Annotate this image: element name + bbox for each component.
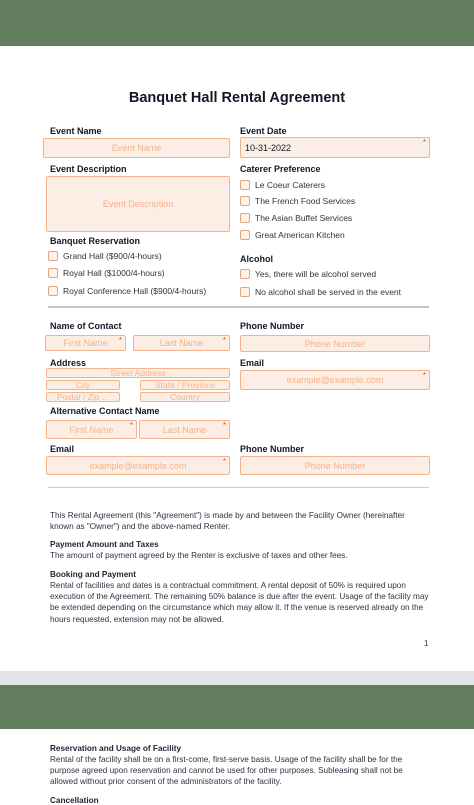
- placeholder: Country: [170, 392, 200, 402]
- reservation-option[interactable]: [48, 268, 165, 278]
- event-description-field[interactable]: [46, 176, 230, 232]
- alt-phone-field[interactable]: [240, 456, 430, 475]
- alcohol-option[interactable]: [240, 269, 376, 279]
- contact-name-label: Name of Contact: [50, 321, 122, 331]
- option-label: Royal Conference Hall ($900/4-hours): [63, 286, 207, 296]
- usage-heading: Reservation and Usage of Facility: [50, 744, 182, 753]
- caterer-option[interactable]: [240, 213, 352, 223]
- placeholder: example@example.com: [286, 375, 384, 385]
- option-label: The Asian Buffet Services: [255, 213, 353, 223]
- placeholder: Last Name: [162, 424, 207, 435]
- contact-email-label: Email: [240, 358, 265, 368]
- checkbox[interactable]: [240, 269, 250, 279]
- required-marker: *: [222, 421, 226, 430]
- reservation-option[interactable]: [48, 251, 162, 261]
- page-gap: [0, 671, 474, 685]
- banquet-reservation-label: Banquet Reservation: [50, 236, 141, 246]
- page-number: 1: [424, 639, 429, 648]
- event-description-placeholder: Event Description: [102, 199, 174, 209]
- option-label: Royal Hall ($1000/4-hours): [63, 268, 165, 278]
- placeholder: Street Address: [110, 368, 166, 378]
- option-label: Yes, there will be alcohol served: [255, 269, 377, 279]
- country-field[interactable]: [140, 392, 230, 402]
- alcohol-label: Alcohol: [240, 254, 273, 264]
- placeholder: example@example.com: [89, 460, 187, 471]
- placeholder: State / Province: [154, 380, 215, 390]
- contact-phone-label: Phone Number: [240, 321, 305, 331]
- agreement-intro: This Rental Agreement (this "Agreement") is made by and between the Facility Owner (hereinafter known as "Owner") and the above-named Renter.: [50, 511, 405, 532]
- checkbox[interactable]: [48, 268, 58, 278]
- alt-phone-label: Phone Number: [240, 444, 305, 454]
- section-divider: [48, 487, 429, 488]
- alt-first-name-field[interactable]: [46, 420, 137, 439]
- event-date-label: Event Date: [240, 126, 287, 136]
- option-label: Great American Kitchen: [255, 230, 345, 240]
- checkbox[interactable]: [240, 230, 250, 240]
- placeholder: City: [75, 380, 91, 390]
- alt-email-field[interactable]: [46, 456, 230, 475]
- event-name-field[interactable]: [43, 138, 230, 158]
- checkbox[interactable]: [48, 286, 58, 296]
- cancellation-heading: Cancellation: [50, 796, 99, 805]
- event-description-label: Event Description: [50, 164, 127, 174]
- checkbox[interactable]: [240, 196, 250, 206]
- checkbox[interactable]: [48, 251, 58, 261]
- alcohol-option[interactable]: [240, 287, 401, 297]
- option-label: The French Food Services: [255, 196, 356, 206]
- placeholder: First Name: [63, 338, 108, 348]
- booking-heading: Booking and Payment: [50, 570, 136, 579]
- required-marker: *: [118, 336, 122, 345]
- option-label: No alcohol shall be served in the event: [255, 287, 402, 297]
- event-date-field[interactable]: [240, 137, 430, 158]
- event-date-value: 10-31-2022: [245, 142, 292, 153]
- placeholder: Phone Number: [304, 460, 366, 471]
- street-address-field[interactable]: [46, 368, 230, 378]
- required-marker: *: [129, 421, 133, 430]
- option-label: Grand Hall ($900/4-hours): [63, 251, 162, 261]
- option-label: Le Coeur Caterers: [255, 180, 325, 190]
- payment-text: The amount of payment agreed by the Renter is exclusive of taxes and other fees.: [50, 551, 348, 560]
- placeholder: Last Name: [159, 338, 204, 348]
- alt-contact-name-label: Alternative Contact Name: [50, 406, 160, 416]
- payment-heading: Payment Amount and Taxes: [50, 540, 159, 549]
- alt-last-name-field[interactable]: [139, 420, 230, 439]
- placeholder: Phone Number: [304, 338, 366, 349]
- checkbox[interactable]: [240, 287, 250, 297]
- event-name-placeholder: Event Name: [111, 143, 162, 153]
- state-field[interactable]: [140, 380, 230, 390]
- placeholder: Postal / Zip ...: [57, 392, 109, 402]
- city-field[interactable]: [46, 380, 120, 390]
- checkbox[interactable]: [240, 213, 250, 223]
- required-marker: *: [422, 138, 426, 147]
- caterer-option[interactable]: [240, 180, 325, 190]
- placeholder: First Name: [69, 424, 114, 435]
- required-marker: *: [422, 371, 426, 380]
- event-name-label: Event Name: [50, 126, 102, 136]
- contact-email-field[interactable]: [240, 370, 430, 390]
- contact-phone-field[interactable]: [240, 335, 430, 352]
- required-marker: *: [222, 457, 226, 466]
- booking-text: Rental of facilities and dates is a contractual commitment. A rental deposit of 50% is required upon execution of the Agreement. The remaining 50% balance is due after the event. Usage of the facility may be extended depending on the circumstance which may allow it. If the venue is reserved already on the hours requested, extension may not be allowed.: [50, 581, 429, 624]
- address-label: Address: [50, 358, 87, 368]
- caterer-option[interactable]: [240, 230, 345, 240]
- reservation-option[interactable]: [48, 286, 206, 296]
- required-marker: *: [222, 336, 226, 345]
- checkbox[interactable]: [240, 180, 250, 190]
- usage-text: Rental of the facility shall be on a first-come, first-serve basis. Usage of the facility shall be for the purpose agreed upon reservation and cannot be used for other purposes. Subleasing shall not be allowed without prior consent of the administrators of the facility.: [50, 755, 403, 787]
- caterer-label: Caterer Preference: [240, 164, 321, 174]
- alt-email-label: Email: [50, 444, 75, 454]
- header-band: [0, 0, 474, 46]
- section-divider: [48, 306, 429, 308]
- postal-field[interactable]: [46, 392, 120, 402]
- page-title: Banquet Hall Rental Agreement: [128, 90, 346, 106]
- caterer-option[interactable]: [240, 196, 355, 206]
- contact-last-name-field[interactable]: [133, 335, 230, 351]
- header-band: [0, 685, 474, 729]
- contact-first-name-field[interactable]: [45, 335, 126, 351]
